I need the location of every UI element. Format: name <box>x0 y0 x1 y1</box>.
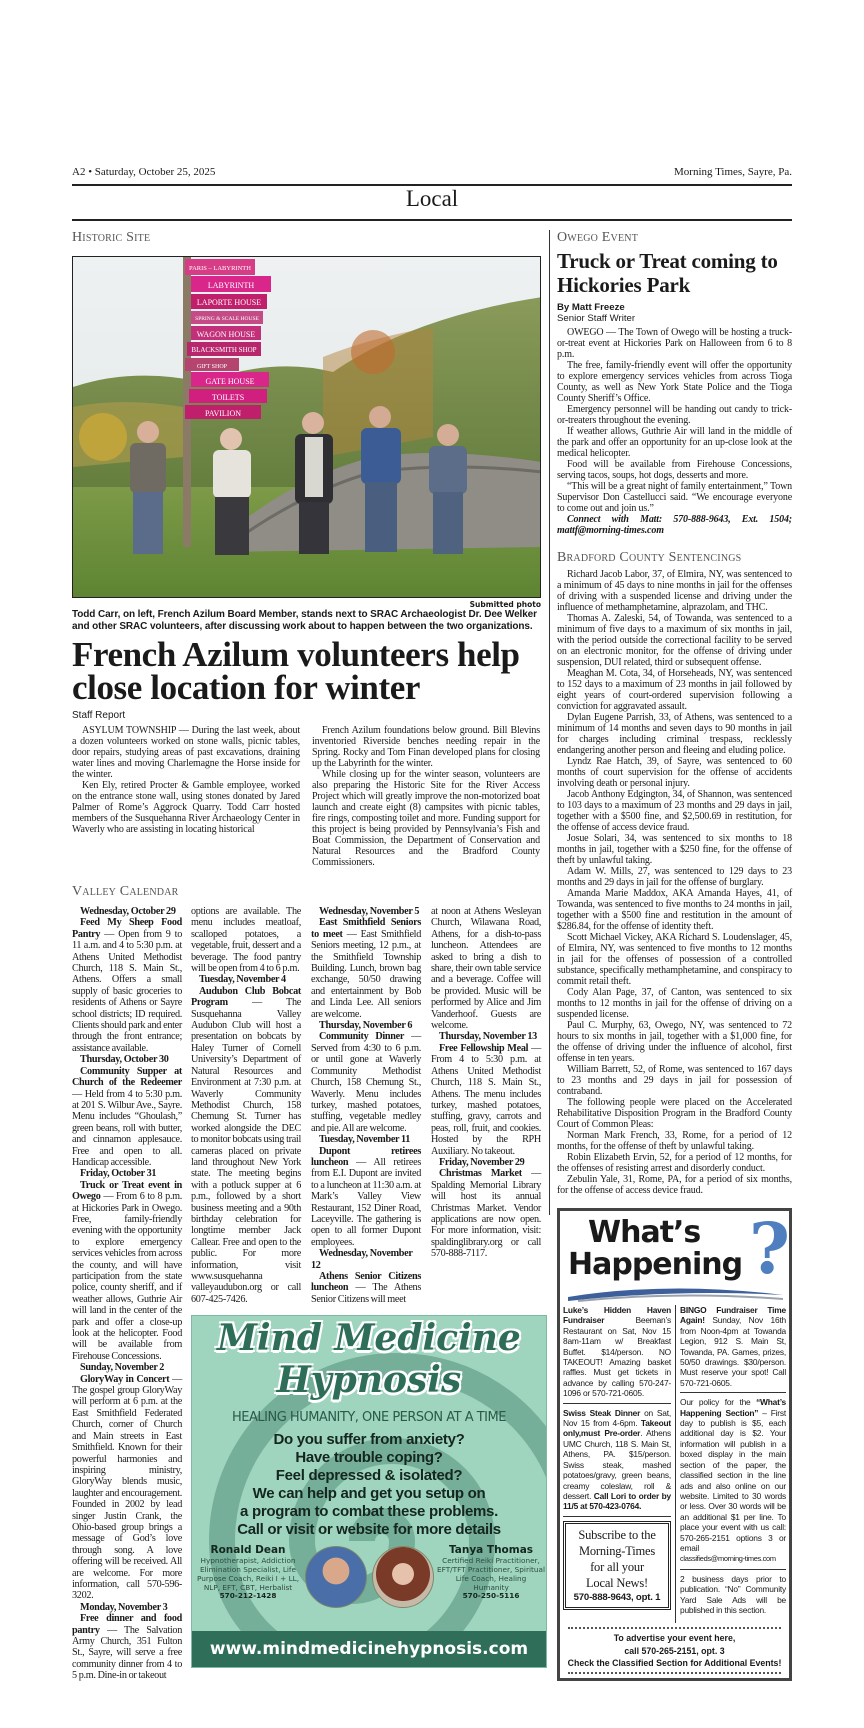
owego-paragraphs <box>557 327 792 514</box>
footer-phone: call 570-265-2151, opt. 3 <box>624 1645 725 1656</box>
owego-body <box>557 327 792 536</box>
event-details: — East Smithfield Seniors meeting, 12 p.m., at the Smithfield Township Building. Lunch, brown bag exchange, 50/50 drawing and entertainment by Bob and Linda Lee. All seniors are welcome. <box>311 928 421 1020</box>
paragraph: Paul C. Murphy, 63, Owego, NY, was sentenced to 72 hours to six months in jail, together with a $1,000 fine, for the offense of driving under the influence of alcohol, first offense in ten years. <box>557 1020 792 1064</box>
calendar-event <box>311 1271 421 1305</box>
event-title: East Smithfield Seniors to meet <box>311 917 421 940</box>
event-details: — From 6 to 8 p.m. at Hickories Park in Owego. Free, family-friendly evening with the opportunity to explore emergency services vehicles from across the county, and will have participation from the state police, county sheriff, and if weather allows, Guthrie Air will land in the center of the park and offer a close-up look at the helicopter. Food will be available from Firehouse Concessions. <box>72 1191 182 1362</box>
paragraph: Dylan Eugene Parrish, 33, of Athens, was sentenced to a minimum of 14 months and seven days to 90 months in jail for charges including criminal trespass, recklessly endangering another person and fleeing and eluding police. <box>557 712 792 756</box>
event-details: — The Salvation Army Church, 351 Fulton St., Sayre, will serve a free community dinner from 4 to 5 p.m. Dine-in or takeout <box>72 1624 182 1682</box>
calendar-right-columns <box>191 906 547 1305</box>
event-title: Feed My Sheep Food Pantry <box>72 917 182 940</box>
ad-title-line-1: Mind Medicine <box>217 1317 521 1360</box>
ronald-photo <box>305 1546 367 1608</box>
event-details: — Open from 9 to 11 a.m. and 4 to 5:30 p.m. at Athens United Methodist Church, 118 S. Main St., Athens. Offers a small supply of basic groceries to residents of Athens or Sayre school districts; ID required. Clients should park and enter through the front entrance; assistance available. <box>72 928 182 1054</box>
event-item: Swiss Steak Dinner on Sat, Nov 15 from 4-6pm. Takeout only,must Pre-order. Athens UMC Church, 118 S. Main St, Athens, PA. $15/person. Swiss steak, mashed potatoes/gravy, green beans, creamy coleslaw, roll & dessert. Call Lori to order by 11/5 at 570-423-0764. <box>563 1408 671 1517</box>
calendar-date: Thursday, October 30 <box>80 1054 169 1066</box>
whats-happening-title <box>568 1217 742 1281</box>
policy-item: Our policy for the “What’s Happening Section” – First day to publish is $5, each additional day is $2. Your information will publish in a boxed display in the main section of the paper, the classified section in the line ads and also online on our website. Limited to 30 words or less. Over 30 words will be an additional $1 per line. To place your event with us call: 570-265-2151 options 3 or email classifieds@morning-times.com <box>680 1397 786 1570</box>
story-column-2 <box>312 725 540 868</box>
footer-line: Check the Classified Section for Additional Events! <box>567 1658 782 1669</box>
whats-happening-logo <box>560 1207 791 1305</box>
subscribe-phone[interactable]: 570-888-9643, opt. 1 <box>573 1591 661 1603</box>
calendar-kicker: Valley Calendar <box>72 884 179 899</box>
event-item: Luke’s Hidden Haven Fundraiser Beeman’s Restaurant on Sat, Nov 15 8am-11am w/ Breakfast Buffet. $14/person. NO TAKEOUT! Amazing basket raffles. Must get tickets in advance by calling 570-247-1096 or 570-721-0605. <box>563 1305 671 1404</box>
event-title: Truck or Treat event in Owego <box>72 1179 182 1203</box>
question-mark-icon: ? <box>749 1207 791 1290</box>
subscribe-line: Local News! <box>585 1575 648 1590</box>
practitioner-tanya <box>437 1544 545 1601</box>
calendar-date: Tuesday, November 11 <box>319 1134 411 1146</box>
subscribe-line: Morning-Times <box>578 1543 656 1558</box>
paragraph: Jacob Anthony Edgington, 34, of Shannon, was sentenced to 103 days to a maximum of 23 months and 29 days in jail, together with a $500 fine, and $2,500.69 in restitution, for the offense of access device fraud. <box>557 789 792 833</box>
svg-text:BLACKSMITH SHOP: BLACKSMITH SHOP <box>191 346 257 354</box>
whats-happening-box <box>557 1208 792 1681</box>
svg-text:GATE HOUSE: GATE HOUSE <box>205 377 255 386</box>
column-divider <box>549 230 550 1215</box>
events-columns <box>560 1305 789 1623</box>
footer-line: To advertise your event here, <box>613 1633 736 1644</box>
email-link[interactable]: classifieds@morning-times.com <box>680 1554 776 1564</box>
calendar-date: Wednesday, October 29 <box>80 906 176 917</box>
practitioner-credentials: Certified Reiki Practitioner, EFT/TFT Practitioner, Spiritual Life Coach, Healing Humanity <box>437 1556 545 1592</box>
paragraph: Meaghan M. Cota, 34, of Horseheads, NY, was sentenced to 152 days to a maximum of 23 months in jail followed by eight years of court-ordered supervision following a conviction for aggravated assault. <box>557 668 792 712</box>
paragraph: Lyndz Rae Hatch, 39, of Sayre, was sentenced to 60 months of court supervision for the offense of accidents involving death or personal injury. <box>557 756 792 789</box>
paragraph: Norman Mark French, 33, Rome, for a period of 12 months, for the offense of theft by unlawful taking. <box>557 1130 792 1152</box>
event-details: — Held from 4 to 5:30 p.m. at 201 S. Wilbur Ave., Sayre. Menu includes “Ghoulash,” green beans, roll with butter, and cinnamon applesauce. Free and open to all. Handicap accessible. <box>72 1088 182 1168</box>
tanya-photo <box>372 1546 434 1608</box>
calendar-date: Monday, November 3 <box>80 1601 168 1613</box>
calendar-column-2 <box>191 906 301 1305</box>
practitioner-ronald <box>194 1544 302 1601</box>
svg-text:LABYRINTH: LABYRINTH <box>207 281 255 290</box>
calendar-date: Friday, October 31 <box>80 1168 157 1180</box>
paragraph: OWEGO — The Town of Owego will be hosting a truck-or-treat event at Hickories Park on Halloween from 6 to 8 p.m. <box>557 327 792 360</box>
calendar-date: Tuesday, November 4 <box>199 974 286 986</box>
calendar-event <box>72 1613 182 1681</box>
page-date-line: A2 • Saturday, October 25, 2025 <box>72 166 216 178</box>
photo-caption: Todd Carr, on left, French Azilum Board Member, stands next to SRAC Archaeologist Dr. Dee Welker and other SRAC volunteers, after discussing work about to happen between the two organizations. <box>72 609 537 632</box>
ad-question: Feel depressed & isolated? <box>275 1467 463 1485</box>
subscribe-box <box>563 1521 671 1610</box>
event-title: Community Supper at Church of the Redeemer <box>72 1065 182 1089</box>
event-details: — The Athens Senior Citizens will meet <box>311 1282 421 1305</box>
calendar-event <box>311 917 421 1020</box>
section-title: Local <box>405 186 459 211</box>
event-details: — The Susquehanna Valley Audubon Club will host a presentation on bobcats by Haley Turner of Cornell University’s Department of Natural Resources and Environment at 7:30 p.m. at Waverly Community Methodist Church, 158 Chemung St. Turner has worked alongside the DEC to monitor bobcats using trail cameras placed on private land throughout New York state. The meeting begins with a potluck supper at 6 p.m., followed by a short business meeting and a 90th birthday celebration for longtime member Jack Callear. Free and open to the public. For more information, visit www.susquehanna valleyaudubon.org or call 607-425-7426. <box>191 997 301 1305</box>
subscribe-line: for all your <box>590 1559 644 1574</box>
policy-note: 2 business days prior to publication. “No” Community Yard Sale Ads will be published in this section. <box>680 1573 786 1615</box>
svg-text:PAVILION: PAVILION <box>204 409 242 418</box>
ad-questions <box>192 1431 546 1539</box>
paragraph: Robin Elizabeth Ervin, 52, for a period of 12 months, for the offenses of resisting arrest and disorderly conduct. <box>557 1152 792 1174</box>
svg-text:PARIS – LABYRINTH: PARIS – LABYRINTH <box>189 265 251 272</box>
historic-kicker: Historic Site <box>72 230 151 245</box>
practitioner-credentials: Hypnotherapist, Addiction Elimination Specialist, Life Purpose Coach, Reiki I + LL, NLP, EFT, CBT, Herbalist <box>196 1556 300 1592</box>
owego-kicker: Owego Event <box>557 230 639 245</box>
calendar-column-3 <box>311 906 421 1305</box>
paragraph: William Barrett, 52, of Rome, was sentenced to 167 days to 23 months and 29 days in jail for possession of contraband. <box>557 1064 792 1097</box>
ad-question: Call or visit or website for more details <box>237 1521 501 1539</box>
calendar-date: Sunday, November 2 <box>80 1362 165 1374</box>
event-details: — Served from 4:30 to 6 p.m. or until gone at Waverly Community Methodist Church, 158 Chemung St., Waverly. Menu includes turkey, mashed potatoes, stuffing, vegetable medley and pie. All are welcome. <box>311 1031 421 1134</box>
calendar-event: options are available. The menu includes meatloaf, scalloped potatoes, a vegetable, fruit, dessert and a beverage. The food pantry will be open from 4 to 6 p.m. <box>191 906 301 975</box>
event-details: — From 4 to 5:30 p.m. at Athens United Methodist Church, 118 S. Main St., Athens. The menu includes turkey, mashed potatoes, stuffing, gravy, carrots and peas, roll, fruit, and cookies. Hosted by the RPH Auxiliary. No takeout. <box>431 1042 541 1157</box>
event-details: — All retirees from E.I. Dupont are invited to a luncheon at 11:30 a.m. at Mark’s Valley View Restaurant, 152 Diner Road, Laceyville. The gathering is open to all former Dupont employees. <box>311 1156 421 1248</box>
owego-author-role: Senior Staff Writer <box>557 313 636 324</box>
photo-credit: Submitted photo <box>469 600 541 609</box>
owego-headline: Truck or Treat coming to Hickories Park <box>557 249 778 297</box>
calendar-event <box>311 1031 421 1134</box>
advertise-footer <box>560 1627 789 1674</box>
svg-text:LAPORTE HOUSE: LAPORTE HOUSE <box>196 298 262 307</box>
sentencings-body <box>557 569 792 1196</box>
paper-name-line: Morning Times, Sayre, Pa. <box>674 166 792 178</box>
events-left-column <box>563 1305 671 1623</box>
svg-text:WAGON HOUSE: WAGON HOUSE <box>196 330 256 339</box>
paragraph: French Azilum foundations below ground. Bill Blevins inventoried Riverside benches needing repair in the Spring. Rocky and Tom Finan developed plans for closing up the Labyrinth for the winter. <box>312 725 540 769</box>
section-rule <box>72 219 792 221</box>
calendar-event <box>72 1066 182 1169</box>
calendar-event <box>72 1180 182 1363</box>
owego-byline: By Matt Freeze <box>557 302 625 313</box>
calendar-event <box>311 1146 421 1249</box>
calendar-event <box>191 986 301 1305</box>
calendar-column-4 <box>431 906 541 1305</box>
event-title: Dupont retirees luncheon <box>311 1145 421 1168</box>
paragraph: Emergency personnel will be handing out candy to trick-or-treaters throughout the evening. <box>557 404 792 426</box>
practitioner-name: Tanya Thomas <box>448 1544 534 1557</box>
events-right-column <box>675 1305 786 1623</box>
subscribe-line: Subscribe to the <box>578 1527 656 1542</box>
hypnosis-ad[interactable] <box>191 1315 547 1668</box>
story-body <box>72 725 541 868</box>
event-title: Christmas Market <box>439 1168 522 1180</box>
paragraph: Adam W. Mills, 27, was sentenced to 129 days to 23 months and 29 days in jail for the offense of burglary. <box>557 866 792 888</box>
paragraph: Thomas A. Zaleski, 54, of Towanda, was sentenced to a minimum of five days to a maximum of six months in jail, with the period outside the correctional facility to be served on an electronic monitor, for the offense of driving under suspension, DUI related, third or subsequent offense. <box>557 613 792 668</box>
practitioner-name: Ronald Dean <box>210 1544 286 1557</box>
paragraph: Scott Michael Vickey, AKA Richard S. Loudenslager, 45, of Elmira, NY, was sentenced to five months to 12 months in jail for the offenses of possession of a controlled substance, specifically methamphetamine, and conspiracy to commit retail theft. <box>557 932 792 987</box>
calendar-date: Wednesday, November 12 <box>311 1248 413 1271</box>
event-details: — The gospel group GloryWay will perform at 6 p.m. at the East Smithfield Federated Church, corner of Church and Main streets in East Smithfield. Known for their powerful harmonies and inspiring ministry, GloryWay blends music, laughter and encouragement. Founded in 2002 by lead singer Justin Crank, the Ohio-based group brings a message of God’s love through song. A love offering will be received. All are welcome. For more information, call 570-596-3202. <box>72 1373 183 1602</box>
calendar-grid <box>72 906 545 1682</box>
paragraph: While closing up for the winter season, volunteers are also preparing the Historic Site for the River Access Project which will greatly improve the non-motorized boat launch and create eight (8) campsites with picnic tables, fire rings, composting toilet and more. Funding support for this project is being provided by Pennsylvania’s Fish and Boat Commission, the Department of Conservation and Natural Resources and the Bradford County Commissioners. <box>312 769 540 868</box>
practitioner-phone[interactable]: 570-212-1428 <box>219 1591 277 1601</box>
paragraph: “This will be a great night of family entertainment,” Town Supervisor Don Castellucci said. “We encourage everyone to come out and join us.” <box>557 481 792 514</box>
ad-tagline: HEALING HUMANITY, ONE PERSON AT A TIME <box>232 1410 506 1426</box>
paragraph: The following people were placed on the Accelerated Rehabilitative Disposition Program in the Bradford County Court of Common Pleas: <box>557 1097 792 1130</box>
paragraph: Amanda Marie Maddox, AKA Amanda Hayes, 41, of Towanda, was sentenced to five months to 24 months in jail, together with a $500 fine and restitution in the amount of $286.84, for the offense of identity theft. <box>557 888 792 932</box>
paragraph: Zebulin Yale, 31, Rome, PA, for a period of six months, for the offense of access device fraud. <box>557 1174 792 1196</box>
ad-question: Do you suffer from anxiety? <box>273 1431 465 1449</box>
sentencings-kicker: Bradford County Sentencings <box>557 550 742 565</box>
svg-text:SPRING & SCALE HOUSE: SPRING & SCALE HOUSE <box>195 316 259 322</box>
right-column <box>557 230 792 1681</box>
photo-scene <box>73 257 541 598</box>
calendar-event <box>431 1043 541 1157</box>
story-byline: Staff Report <box>72 710 126 721</box>
svg-text:TOILETS: TOILETS <box>211 393 245 402</box>
event-title: Audubon Club Bobcat Program <box>191 985 301 1009</box>
paragraph: Ken Ely, retired Procter & Gamble employee, worked on the entrance stone wall, using stones donated by Jared Palmer of Rome’s Aggrock Quarry. Todd Carr hosted members of the Susquehanna River Archaeology Center in Waverly who are assisting in locating historical <box>72 780 300 835</box>
story-column-1 <box>72 725 300 868</box>
event-title: Athens Senior Citizens luncheon <box>311 1271 421 1294</box>
paragraph: Josue Solari, 34, was sentenced to six months to 18 months in jail, together with a $250 fine, for the offense of theft by unlawful taking. <box>557 833 792 866</box>
svg-text:GIFT SHOP: GIFT SHOP <box>196 364 228 370</box>
owego-contact: Connect with Matt: 570-888-9643, Ext. 1504; mattf@morning-times.com <box>557 514 792 536</box>
paragraph: The free, family-friendly event will offer the opportunity to explore emergency services vehicles from across Tioga County, as well as New York State Police and the Tioga County Sheriff’s Office. <box>557 360 792 404</box>
event-title: GloryWay in Concert <box>80 1373 170 1385</box>
calendar-right-area <box>191 906 547 1682</box>
practitioner-phone[interactable]: 570-250-5116 <box>462 1591 520 1601</box>
direction-signs <box>185 259 271 419</box>
calendar-event: at noon at Athens Wesleyan Church, Wilawana Road, Athens, for a dish-to-pass luncheon. Attendees are asked to bring a dish to share, their own table service and a beverage. Coffee will be provided. Music will be performed by Alice and Jim Vanderhoof. Guests are welcome. <box>431 906 541 1032</box>
paragraph: ASYLUM TOWNSHIP — During the last week, about a dozen volunteers worked on stone walls, picnic tables, door repairs, studying areas of past excavations, draining water lines and moving Charlemagne the Horse inside for the winter. <box>72 725 300 780</box>
calendar-date: Friday, November 29 <box>439 1156 525 1168</box>
event-title: Free dinner and food pantry <box>72 1613 182 1636</box>
left-column <box>72 230 545 1682</box>
event-title: Community Dinner <box>319 1031 405 1043</box>
event-details: — Spalding Memorial Library will host its annual Christmas Market. Vendor applications are now open. For more information, visit: spaldinglibrary.org or call 570-888-7117. <box>431 1168 541 1260</box>
ad-title-line-2: Hypnosis <box>276 1359 462 1402</box>
calendar-event <box>72 1374 182 1602</box>
event-title: Free Fellowship Meal <box>439 1042 529 1054</box>
story-headline: French Azilum volunteers help close location for winter <box>72 635 520 707</box>
ad-question: a program to combat these problems. <box>240 1503 498 1521</box>
paragraph: Richard Jacob Labor, 37, of Elmira, NY, was sentenced to a minimum of 45 days to nine months in jail for the offenses of driving with a suspended license and driving under the influence of methamphetamine, alprazolam, and THC. <box>557 569 792 613</box>
calendar-event <box>431 1168 541 1259</box>
ad-question: We can help and get you setup on <box>252 1485 486 1503</box>
ad-website-link[interactable]: www.mindmedicinehypnosis.com <box>192 1631 546 1667</box>
swoosh-graphic <box>568 1285 783 1305</box>
calendar-column-1 <box>72 906 182 1682</box>
paragraph: Food will be available from Firehouse Concessions, serving tacos, soups, hot dogs, desserts and more. <box>557 459 792 481</box>
paragraph: If weather allows, Guthrie Air will land in the middle of the park and offer an opportunity for an up-close look at the medical helicopter. <box>557 426 792 459</box>
title-line-2: Happening <box>568 1247 743 1282</box>
ad-question: Have trouble coping? <box>295 1449 443 1467</box>
title-line-1: What’s <box>588 1215 701 1250</box>
calendar-event <box>72 917 182 1054</box>
calendar-date: Wednesday, November 5 <box>319 906 420 917</box>
paragraph: Cody Alan Page, 37, of Canton, was sentenced to six months to 12 months in jail for the offense of driving on a suspended license. <box>557 987 792 1020</box>
story-photo <box>72 256 541 598</box>
calendar-date: Thursday, November 13 <box>439 1031 537 1043</box>
calendar-date: Thursday, November 6 <box>319 1020 413 1032</box>
event-item: BINGO Fundraiser Time Again! Sunday, Nov 16th from Noon-4pm at Towanda Legion, 912 S. Main St, Towanda, PA. Games, prizes, 50/50 drawings. $30/person. Must reserve your spot! Call 570-721-0605. <box>680 1305 786 1393</box>
